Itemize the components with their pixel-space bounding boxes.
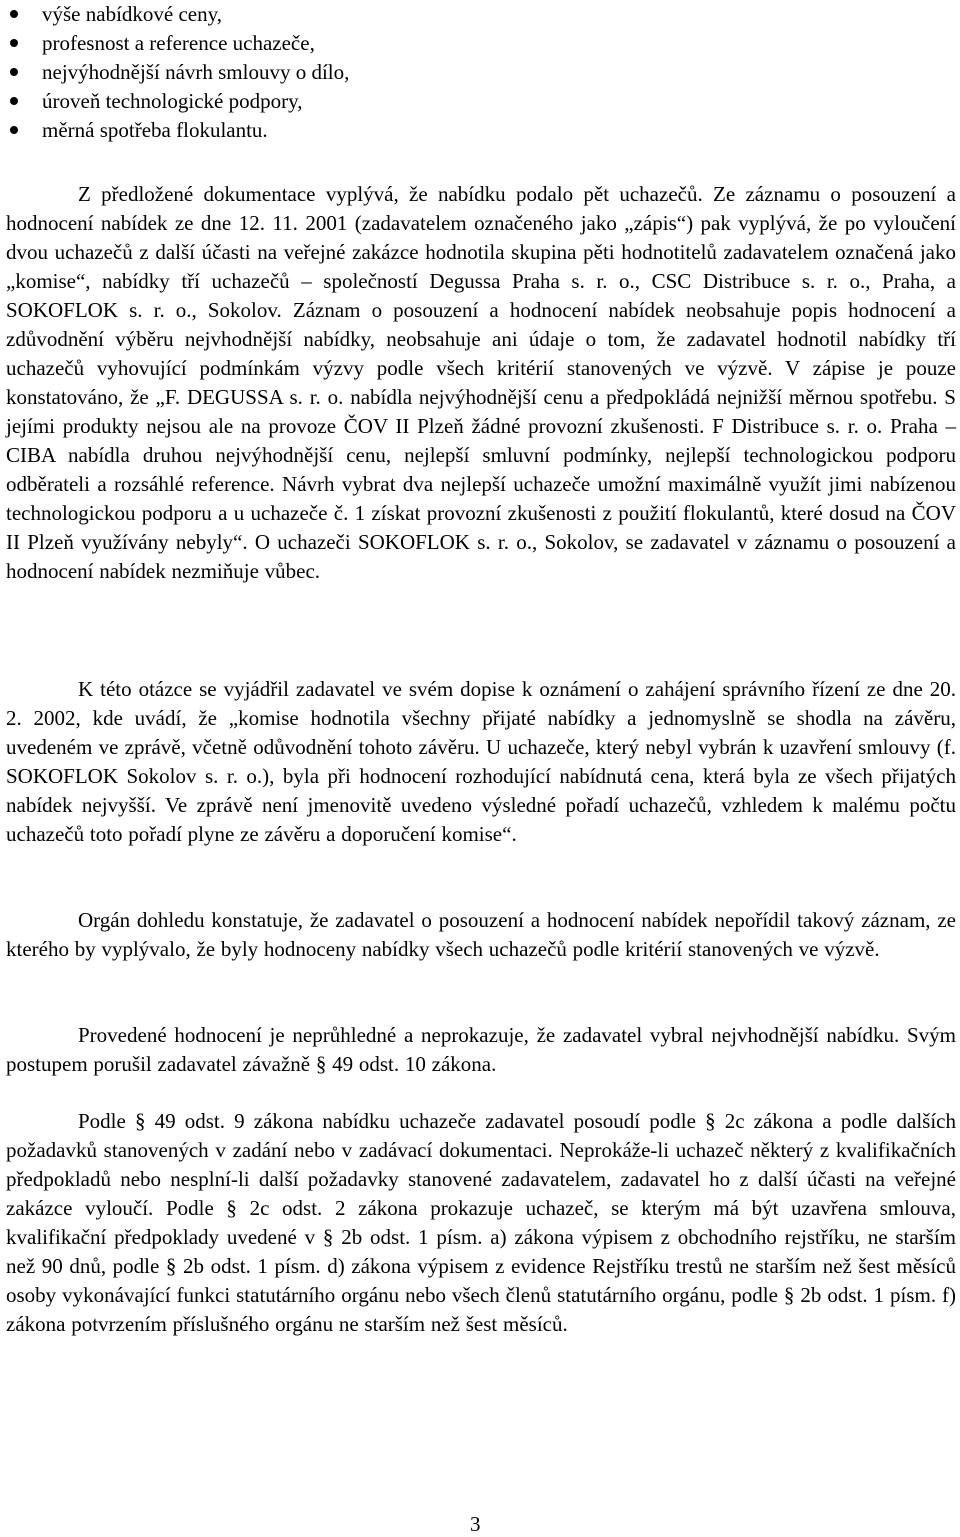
- list-item: [6, 58, 956, 87]
- bullet-icon: [10, 68, 18, 76]
- list-item-text: měrná spotřeba flokulantu.: [42, 118, 268, 142]
- paragraph-evaluation-record: Z předložené dokumentace vyplývá, že nabídku podalo pět uchazečů. Ze záznamu o posouzení a hodnocení nabídek ze dne 12. 11. 2001 (zadavatelem označeného jako „zápis“) pak vyplývá, že po vyloučení dvou uchazečů z další účasti na veřejné zakázce hodnotila skupina pěti hodnotitelů zadavatelem označená jako „komise“, nabídky tří uchazečů – společností Degussa Praha s. r. o., CSC Distribuce s. r. o., Praha, a SOKOFLOK s. r. o., Sokolov. Záznam o posouzení a hodnocení nabídek neobsahuje popis hodnocení a zdůvodnění výběru nejvhodnější nabídky, neobsahuje ani údaje o tom, že zadavatel hodnotil nabídky tří uchazečů vyhovující podmínkám výzvy podle všech kritérií stanovených ve výzvě. V zápise je pouze konstatováno, že „F. DEGUSSA s. r. o. nabídla nejvýhodnější cenu a předpokládá nejnižší měrnou spotřebu. S jejími produkty nejsou ale na provoze ČOV II Plzeň žádné provozní zkušenosti. F Distribuce s. r. o. Praha – CIBA nabídla druhou nejvýhodnější cenu, nejlepší smluvní podmínky, nejlepší technologickou podporu odběrateli a rozsáhlé reference. Návrh vybrat dva nejlepší uchazeče umožní maximálně využít jimi nabízenou technologickou podporu a u uchazeče č. 1 získat provozní zkušenosti z použití flokulantů, které dosud na ČOV II Plzeň využívány nebyly“. O uchazeči SOKOFLOK s. r. o., Sokolov, se zadavatel v záznamu o posouzení a hodnocení nabídek nezmiňuje vůbec.: [6, 182, 956, 583]
- paragraph-contracting-authority-response: K této otázce se vyjádřil zadavatel ve svém dopise k oznámení o zahájení správního řízení ze dne 20. 2. 2002, kde uvádí, že „komise hodnotila všechny přijaté nabídky a jednomyslně se shodla na závěru, uvedeném ve zprávě, včetně odůvodnění tohoto závěru. U uchazeče, který nebyl vybrán k uzavření smlouvy (f. SOKOFLOK Sokolov s. r. o.), byla při hodnocení rozhodující nabídnutá cena, která byla ze všech přijatých nabídek nejvyšší. Ve zprávě není jmenovitě uvedeno výsledné pořadí uchazečů, vzhledem k malému počtu uchazečů toto pořadí plyne ze závěru a doporučení komise“.: [6, 677, 956, 846]
- paragraph-supervisory-finding: Orgán dohledu konstatuje, že zadavatel o posouzení a hodnocení nabídek nepořídil takový záznam, ze kterého by vyplývalo, že byly hodnoceny nabídky všech uchazečů podle kritérií stanovených ve výzvě.: [6, 908, 956, 961]
- list-item: [6, 116, 956, 145]
- bullet-icon: [10, 97, 18, 105]
- bullet-icon: [10, 10, 18, 18]
- list-item-text: profesnost a reference uchazeče,: [42, 31, 315, 55]
- bullet-icon: [10, 39, 18, 47]
- list-item-text: nejvýhodnější návrh smlouvy o dílo,: [42, 60, 350, 84]
- paragraph-legal-provisions: Podle § 49 odst. 9 zákona nabídku uchazeče zadavatel posoudí podle § 2c zákona a podle dalších požadavků stanovených v zadání nebo v zadávací dokumentaci. Neprokáže-li uchazeč některý z kvalifikačních předpokladů nebo nesplní-li další požadavky stanovené zadavatelem, zadavatel ho z další účasti na veřejné zakázce vyloučí. Podle § 2c odst. 2 zákona prokazuje uchazeč, se kterým má být uzavřena smlouva, kvalifikační předpoklady uvedené v § 2b odst. 1 písm. a) zákona výpisem z obchodního rejstříku, ne starším než 90 dnů, podle § 2b odst. 1 písm. d) zákona výpisem z evidence Rejstříku trestů ne starším než šest měsíců osoby vykonávající funkci statutárního orgánu nebo všech členů statutárního orgánu, podle § 2b odst. 1 písm. f) zákona potvrzením příslušného orgánu ne starším než šest měsíců.: [6, 1109, 956, 1336]
- page-number: 3: [470, 1512, 481, 1536]
- paragraph-violation-conclusion: Provedené hodnocení je neprůhledné a neprokazuje, že zadavatel vybral nejvhodnější nabídku. Svým postupem porušil zadavatel závažně § 49 odst. 10 zákona.: [6, 1023, 956, 1076]
- bullet-icon: [10, 126, 18, 134]
- list-item-text: výše nabídkové ceny,: [42, 2, 222, 26]
- list-item: [6, 29, 956, 58]
- list-item-text: úroveň technologické podpory,: [42, 89, 303, 113]
- list-item: [6, 0, 956, 29]
- criteria-list: [6, 0, 956, 145]
- list-item: [6, 87, 956, 116]
